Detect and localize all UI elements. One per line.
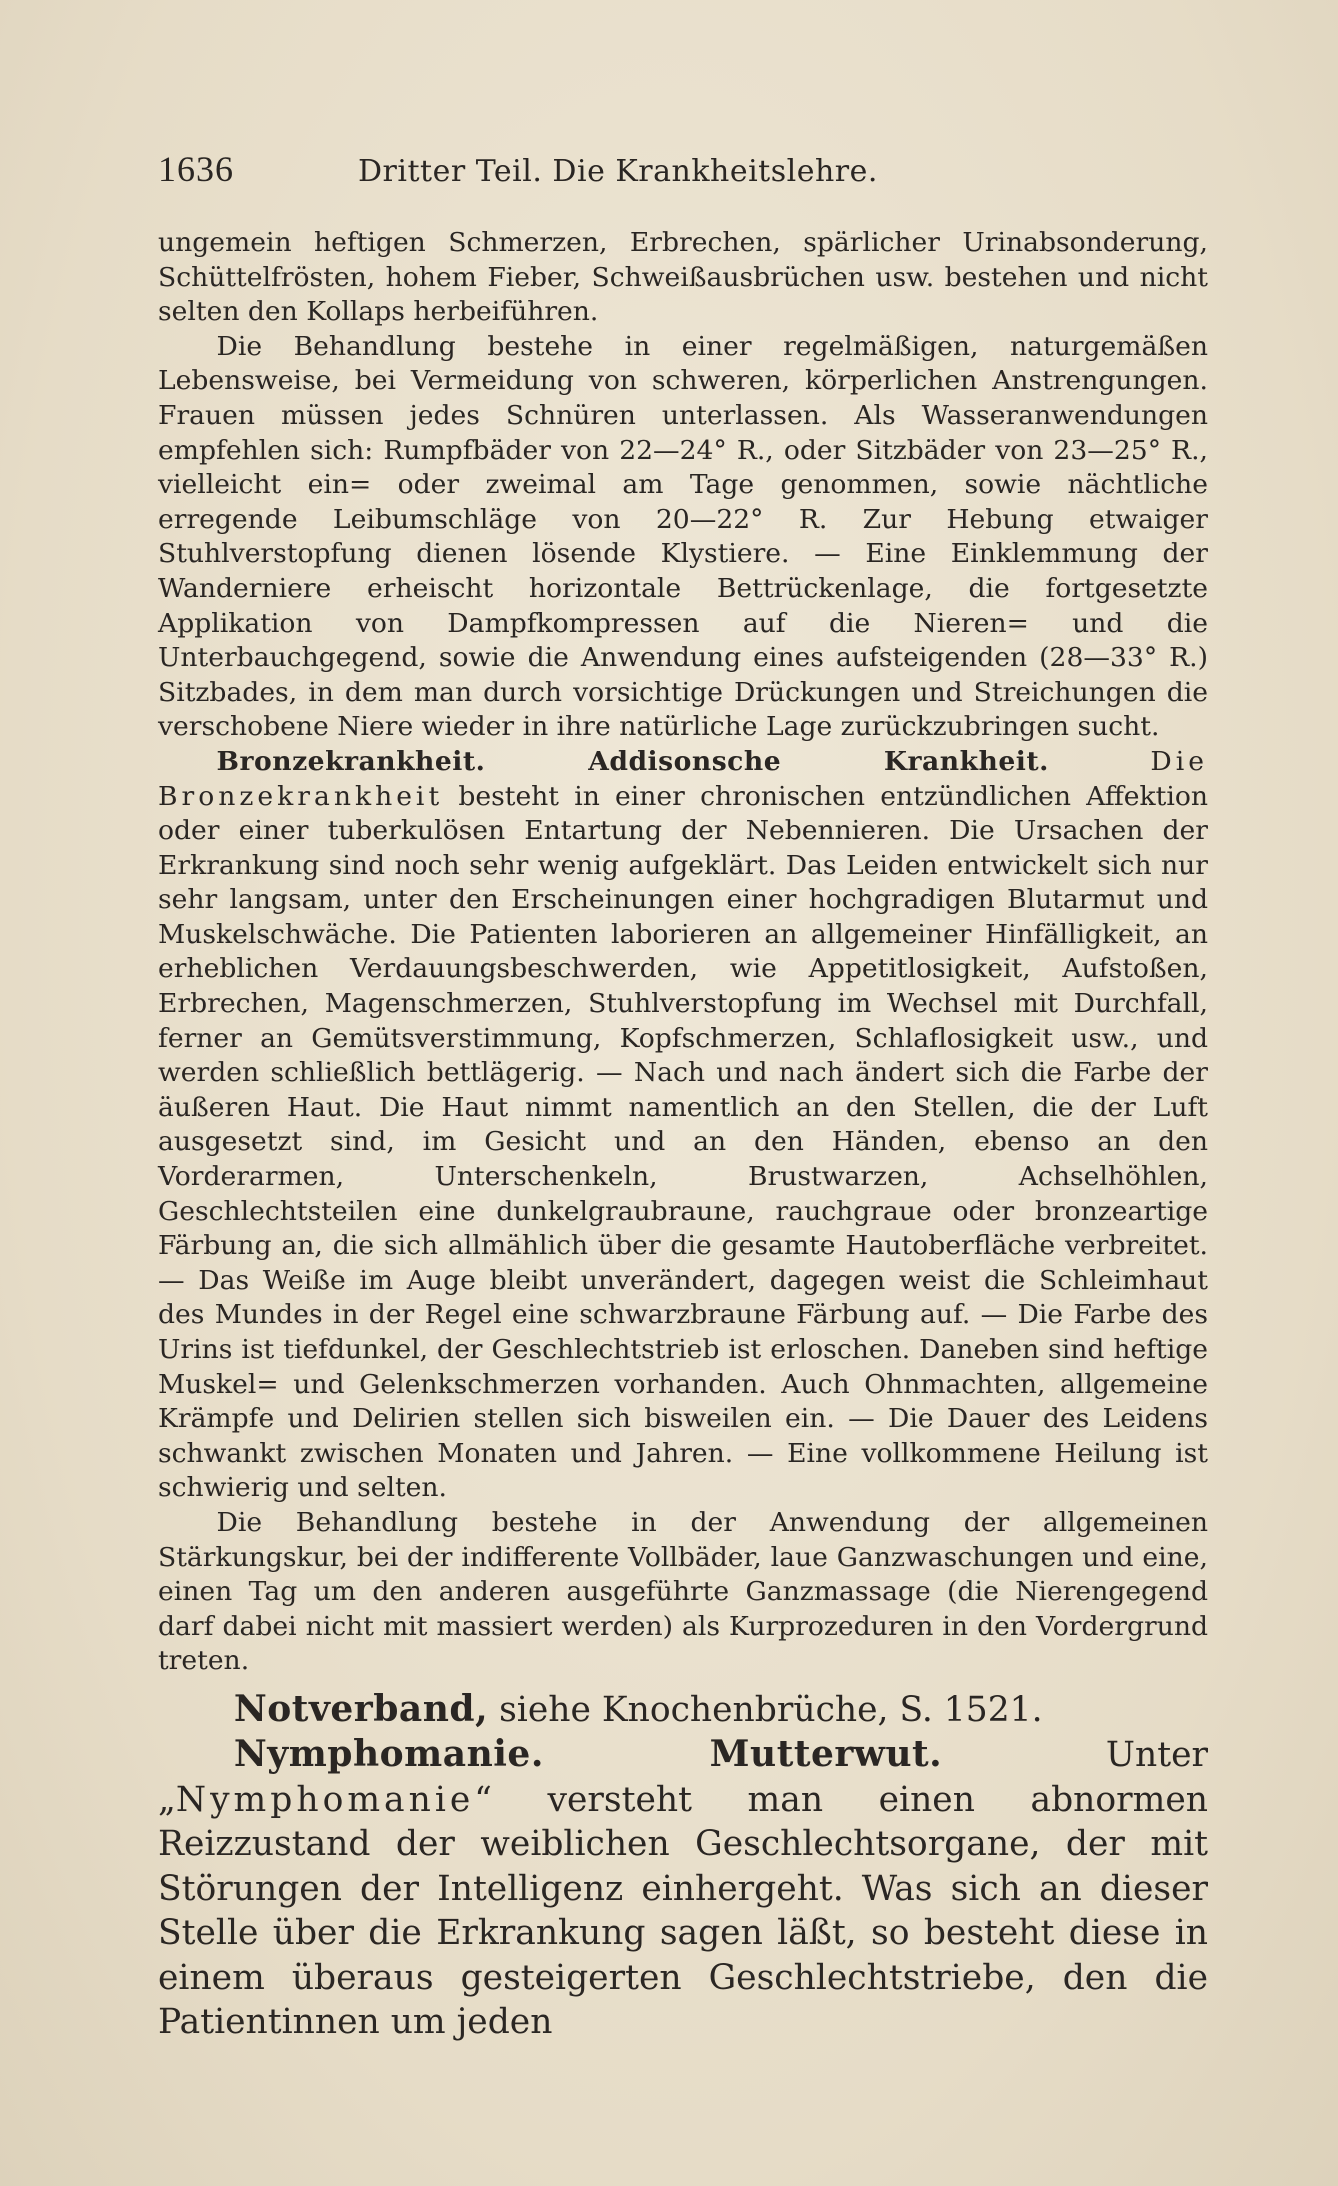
entry-bronzekrankheit [158, 745, 1208, 1506]
entry-term: Nymphomanie [175, 1779, 475, 1820]
continuation-paragraph: ungemein heftigen Schmerzen, Erbrechen, spärlicher Urinabsonderung, Schüttelfrösten, hohem Fieber, Schweißausbrüchen usw. bestehen und nicht selten den Kollaps herbeiführen. [158, 227, 1208, 328]
treatment-paragraph-wanderniere: Die Behandlung bestehe in einer regelmäßigen, naturgemäßen Lebensweise, bei Vermeidung von schweren, körperlichen Anstrengungen. Frauen müssen jedes Schnüren unterlassen. Als Wasseranwendungen empfehlen sich: Rumpfbäder von 22—24° R., oder Sitzbäder von 23—25° R., vielleicht ein= oder zweimal am Tage genommen, sowie nächtliche erregende Leibumschläge von 20—22° R. Zur Hebung etwaiger Stuhlverstopfung dienen lösende Klystiere. — Eine Einklemmung der Wanderniere erheischt horizontale Bettrückenlage, die fortgesetzte Applikation von Dampfkompressen auf die Nieren= und die Unterbauchgegend, sowie die Anwendung eines aufsteigenden (28—33° R.) Sitzbades, in dem man durch vorsichtige Drückungen und Streichungen die verschobene Niere wieder in ihre natürliche Lage zurückzubringen sucht. [158, 330, 1208, 743]
large-print-block [158, 1687, 1208, 2045]
entry-body: besteht in einer chronischen entzündlichen Affektion oder einer tuberkulösen Entartung der Nebennieren. Die Ursachen der Erkrankung sind noch sehr wenig aufgeklärt. Das Leiden entwickelt sich nur sehr langsam, unter den Erscheinungen einer hochgradigen Blutarmut und Muskelschwäche. Die Patienten laborieren an allgemeiner Hinfälligkeit, an erheblichen Verdauungsbeschwerden, wie Appetitlosigkeit, Aufstoßen, Erbrechen, Magenschmerzen, Stuhlverstopfung im Wechsel mit Durchfall, ferner an Gemütsverstimmung, Kopfschmerzen, Schlaflosigkeit usw., und werden schließlich bettlägerig. — Nach und nach ändert sich die Farbe der äußeren Haut. Die Haut nimmt namentlich an den Stellen, die der Luft ausgesetzt sind, im Gesicht und an den Händen, ebenso an den Vorderarmen, Unterschenkeln, Brustwarzen, Achselhöhlen, Geschlechtsteilen eine dunkelgraubraune, rauchgraue oder bronzeartige Färbung an, die sich allmählich über die gesamte Hautoberfläche verbreitet. — Das Weiße im Auge bleibt unverändert, dagegen weist die Schleimhaut des Mundes in der Regel eine schwarzbraune Färbung auf. — Die Farbe des Urins ist tiefdunkel, der Geschlechtstrieb ist erloschen. Daneben sind heftige Muskel= und Gelenkschmerzen vorhanden. Auch Ohnmachten, allgemeine Krämpfe und Delirien stellen sich bisweilen ein. — Die Dauer des Leidens schwankt zwischen Monaten und Jahren. — Eine vollkommene Heilung ist schwierig und selten. [158, 780, 1208, 1504]
entry-body: “ versteht man einen abnormen Reizzustand der weiblichen Geschlechtsorgane, der mit Störungen der Intelligenz einhergeht. Was sich an dieser Stelle über die Erkrankung sagen läßt, so besteht diese in einem überaus gesteigerten Geschlechtstriebe, den die Patientinnen um jeden [158, 1779, 1208, 2043]
small-print-block [158, 226, 1208, 1679]
treatment-paragraph-bronzekrankheit: Die Behandlung bestehe in der Anwendung der allgemeinen Stärkungskur, bei der indifferente Vollbäder, laue Ganzwaschungen und eine, einen Tag um den anderen ausgeführte Ganzmassage (die Nierengegend darf dabei nicht mit massiert werden) als Kurprozeduren in den Vordergrund treten. [158, 1506, 1208, 1677]
entry-headword: Nymphomanie. Mutterwut. [233, 1733, 943, 1776]
page-header [158, 148, 1208, 190]
entry-intro: Unter „ [158, 1735, 1208, 1820]
page-number: 1636 [158, 149, 234, 189]
entry-notverband [158, 1687, 1208, 1733]
entry-headword: Notverband, [233, 1687, 489, 1730]
running-head: Dritter Teil. Die Krankheitslehre. [358, 154, 878, 189]
cross-reference: siehe Knochenbrüche, S. 1521. [499, 1689, 1043, 1730]
entry-nymphomanie [158, 1732, 1208, 2045]
entry-term: Die Bronzekrankheit [158, 745, 1208, 812]
entry-headword: Bronzekrankheit. Addisonsche Krankheit. [216, 745, 1049, 777]
